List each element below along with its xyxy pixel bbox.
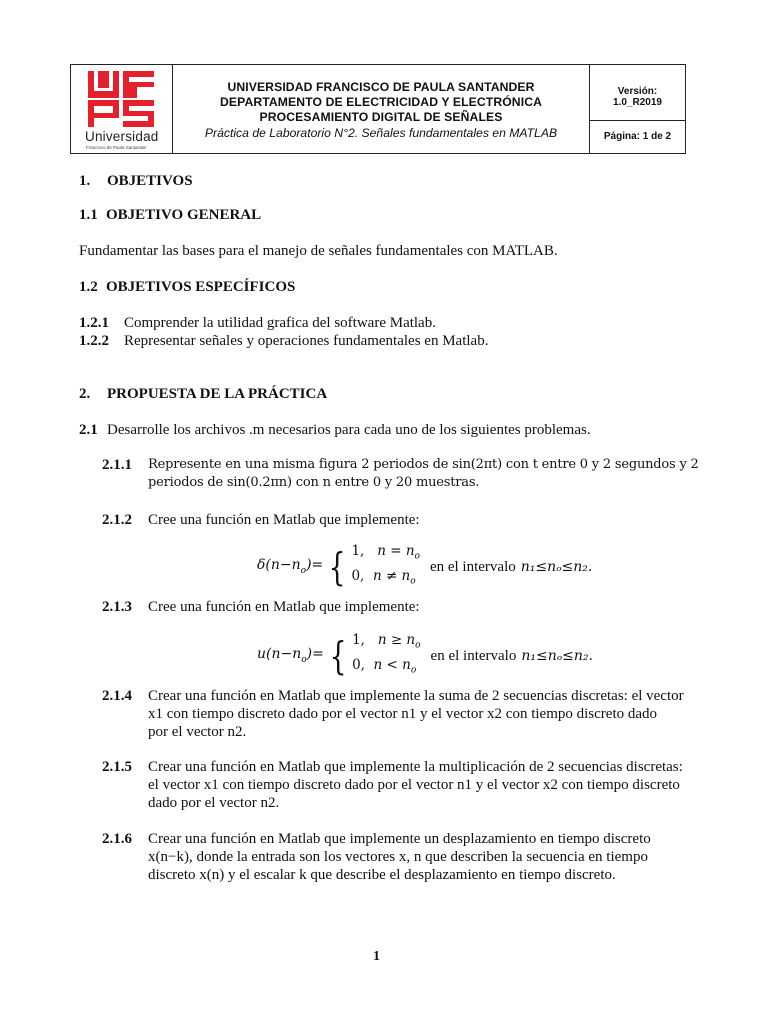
item-2-1-6-line1: Crear una función en Matlab que implemente un desplazamiento en tiempo discreto <box>148 831 651 847</box>
item-2-1-3-text: Cree una función en Matlab que implemente: <box>148 599 420 615</box>
section-2-1-text: Desarrolle los archivos .m necesarios para cada uno de los siguientes problemas. <box>107 422 591 438</box>
item-2-1-1-number: 2.1.1 <box>102 457 132 473</box>
item-2-1-6-number: 2.1.6 <box>102 831 132 847</box>
section-1-2-number: 1.2 <box>79 279 98 295</box>
section-1-title: OBJETIVOS <box>107 173 193 189</box>
delta-lhs: $\delta(n-n_o)=$ <box>257 557 324 577</box>
item-1-2-2-number: 1.2.2 <box>79 333 109 349</box>
page-indicator: Página: 1 de 2 <box>603 131 672 142</box>
item-2-1-3-number: 2.1.3 <box>102 599 132 615</box>
section-1-2-title: OBJETIVOS ESPECÍFICOS <box>106 279 296 295</box>
logo-word: Universidad <box>85 129 159 144</box>
left-brace: { <box>329 633 347 678</box>
section-2-number: 2. <box>79 386 91 402</box>
version-label: Versión: <box>617 86 658 97</box>
version-value: 1.0_R2019 <box>613 97 662 108</box>
header-line-department: DEPARTAMENTO DE ELECTRICIDAD Y ELECTRÓNICA <box>220 95 542 109</box>
item-2-1-4-number: 2.1.4 <box>102 688 132 704</box>
page-number: 1 <box>373 949 380 964</box>
ufps-logo <box>88 71 154 127</box>
item-1-2-1-number: 1.2.1 <box>79 315 109 331</box>
header-line-course: PROCESAMIENTO DIGITAL DE SEÑALES <box>259 110 503 124</box>
section-2-title: PROPUESTA DE LA PRÁCTICA <box>107 386 328 402</box>
section-2-1-number: 2.1 <box>79 422 98 438</box>
header-line-practice: Práctica de Laboratorio N°2. Señales fundamentales en MATLAB <box>204 126 558 140</box>
section-1-1-number: 1.1 <box>79 207 98 223</box>
delta-interval-text: en el intervalo <box>429 558 516 575</box>
header-title-cell <box>173 65 590 153</box>
delta-formula <box>257 542 592 591</box>
item-2-1-5-line2: el vector x1 con tiempo discreto dado por el vector n1 y el vector x2 con tiempo discreto <box>148 777 680 793</box>
item-2-1-5-line1: Crear una función en Matlab que implemente la multiplicación de 2 secuencias discretas: <box>148 759 683 775</box>
delta-interval-math: n₁≤nₒ≤n₂. <box>520 558 593 575</box>
logo-cell <box>71 65 173 153</box>
item-1-2-1-text: Comprender la utilidad grafica del software Matlab. <box>124 315 436 331</box>
item-2-1-2-text: Cree una función en Matlab que implemente: <box>148 512 420 528</box>
version-box <box>590 65 685 121</box>
general-objective-text: Fundamentar las bases para el manejo de señales fundamentales con MATLAB. <box>79 243 558 259</box>
header-table <box>70 64 686 154</box>
item-2-1-2-number: 2.1.2 <box>102 512 132 528</box>
item-2-1-1-line2: periodos de sin(0.2πn) con n entre 0 y 20 muestras. <box>148 475 480 490</box>
delta-cases: 1, $n = n_o$ 0, $n \ne n_o$ <box>351 543 420 587</box>
item-2-1-4-line3: por el vector n2. <box>148 724 247 740</box>
left-brace: { <box>328 544 346 589</box>
section-1-number: 1. <box>79 173 91 189</box>
section-1-1-title: OBJETIVO GENERAL <box>106 207 262 223</box>
header-line-university: UNIVERSIDAD FRANCISCO DE PAULA SANTANDER <box>227 80 535 94</box>
item-2-1-5-number: 2.1.5 <box>102 759 132 775</box>
item-2-1-4-line1: Crear una función en Matlab que implemente la suma de 2 secuencias discretas: el vector <box>148 688 684 704</box>
header-version-cell <box>590 65 685 153</box>
item-1-2-2-text: Representar señales y operaciones fundamentales en Matlab. <box>124 333 489 349</box>
item-2-1-6-line3: discreto x(n) y el escalar k que describe el desplazamiento en tiempo discreto. <box>148 867 616 883</box>
item-2-1-4-line2: x1 con tiempo discreto dado por el vector n1 y el vector x2 con tiempo discreto dado <box>148 706 658 722</box>
step-cases: 1, $n \ge n_o$ 0, $n < n_o$ <box>352 632 421 676</box>
step-interval-math: n₁≤nₒ≤n₂. <box>521 647 593 664</box>
step-formula <box>257 631 593 680</box>
item-2-1-6-line2: x(n−k), donde la entrada son los vectores x, n que describen la secuencia en tiempo <box>148 849 648 865</box>
step-lhs: $u(n-n_o)=$ <box>257 646 324 666</box>
item-2-1-5-line3: dado por el vector n2. <box>148 795 280 811</box>
step-interval-text: en el intervalo <box>430 647 517 664</box>
logo-subtitle: Francisco de Paula Santander <box>86 145 147 150</box>
item-2-1-1-line1: Represente en una misma figura 2 periodos de sin(2πt) con t entre 0 y 2 segundos y 2 <box>148 457 699 472</box>
